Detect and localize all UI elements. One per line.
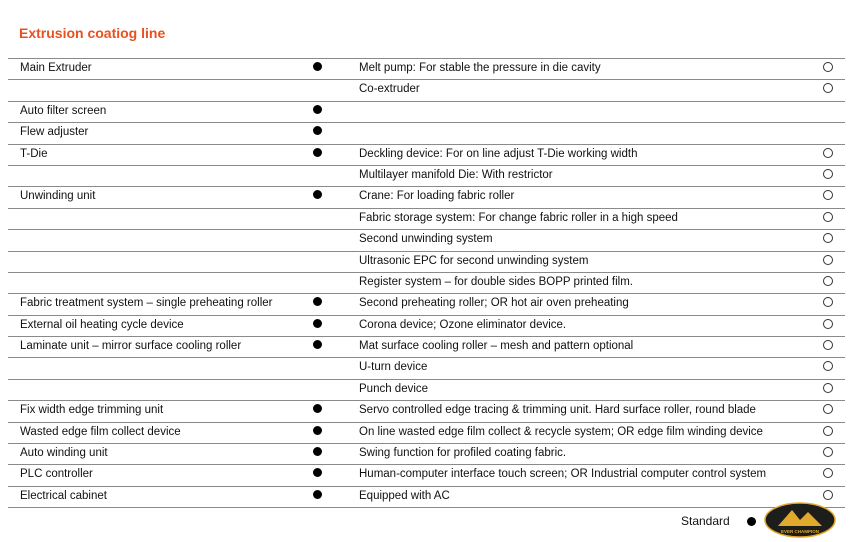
- table-row: [8, 423, 845, 444]
- table-row: [8, 337, 845, 358]
- option-circle-icon: [823, 490, 833, 500]
- standard-dot-icon: [313, 62, 322, 71]
- option-circle-icon: [823, 340, 833, 350]
- table-row: [8, 80, 845, 101]
- table-row: [8, 380, 845, 401]
- table-row: [8, 166, 845, 187]
- option-item-label: Equipped with AC: [359, 489, 450, 502]
- option-item-label: Mat surface cooling roller – mesh and pattern optional: [359, 340, 634, 353]
- option-item-label: Human-computer interface touch screen; OR Industrial computer control system: [359, 468, 767, 481]
- option-item-label: Co-extruder: [359, 83, 420, 96]
- standard-dot-icon: [313, 148, 322, 157]
- standard-item-label: Laminate unit – mirror surface cooling roller: [20, 340, 242, 353]
- option-circle-icon: [823, 319, 833, 329]
- table-row: [8, 401, 845, 422]
- standard-item-label: Fix width edge trimming unit: [20, 404, 164, 417]
- option-item-label: Swing function for profiled coating fabric.: [359, 447, 567, 460]
- table-row: [8, 187, 845, 208]
- option-item-label: Deckling device: For on line adjust T-Die working width: [359, 147, 638, 160]
- option-item-label: Register system – for double sides BOPP printed film.: [359, 275, 633, 288]
- option-circle-icon: [823, 426, 833, 436]
- standard-item-label: Unwinding unit: [20, 190, 96, 203]
- standard-item-label: Flew adjuster: [20, 126, 89, 139]
- option-circle-icon: [823, 233, 833, 243]
- option-circle-icon: [823, 361, 833, 371]
- option-item-label: On line wasted edge film collect & recycle system; OR edge film winding device: [359, 425, 763, 438]
- standard-dot-icon: [313, 105, 322, 114]
- standard-dot-icon: [747, 517, 756, 526]
- option-circle-icon: [823, 276, 833, 286]
- standard-item-label: Wasted edge film collect device: [20, 425, 181, 438]
- standard-item-label: Auto winding unit: [20, 447, 108, 460]
- standard-item-label: Electrical cabinet: [20, 489, 107, 502]
- standard-dot-icon: [313, 319, 322, 328]
- table-row: [8, 59, 845, 80]
- standard-dot-icon: [313, 468, 322, 477]
- table-row: [8, 465, 845, 486]
- standard-dot-icon: [313, 426, 322, 435]
- company-logo: [764, 502, 836, 538]
- table-row: [8, 209, 845, 230]
- option-circle-icon: [823, 297, 833, 307]
- option-circle-icon: [823, 404, 833, 414]
- table-row: [8, 123, 845, 144]
- table-row: [8, 273, 845, 294]
- option-circle-icon: [823, 62, 833, 72]
- option-circle-icon: [823, 212, 833, 222]
- option-item-label: Melt pump: For stable the pressure in die cavity: [359, 62, 601, 74]
- option-item-label: U-turn device: [359, 361, 428, 374]
- option-circle-icon: [823, 447, 833, 457]
- option-item-label: Ultrasonic EPC for second unwinding system: [359, 254, 589, 267]
- option-circle-icon: [823, 148, 833, 158]
- standard-dot-icon: [313, 490, 322, 499]
- standard-item-label: Main Extruder: [20, 62, 92, 74]
- option-circle-icon: [823, 468, 833, 478]
- spec-table: [8, 58, 845, 508]
- standard-dot-icon: [313, 447, 322, 456]
- option-item-label: Second unwinding system: [359, 233, 493, 246]
- standard-item-label: PLC controller: [20, 468, 93, 481]
- option-item-label: Fabric storage system: For change fabric roller in a high speed: [359, 211, 678, 224]
- legend-standard-label: Standard: [681, 514, 730, 528]
- standard-dot-icon: [313, 297, 322, 306]
- table-row: [8, 102, 845, 123]
- option-circle-icon: [823, 169, 833, 179]
- table-row: [8, 358, 845, 379]
- standard-dot-icon: [313, 340, 322, 349]
- table-row: [8, 145, 845, 166]
- standard-dot-icon: [313, 190, 322, 199]
- option-item-label: Servo controlled edge tracing & trimming unit. Hard surface roller, round blade: [359, 404, 756, 417]
- option-item-label: Crane: For loading fabric roller: [359, 190, 515, 203]
- option-circle-icon: [823, 190, 833, 200]
- standard-item-label: Fabric treatment system – single preheating roller: [20, 297, 273, 310]
- table-row: [8, 230, 845, 251]
- option-item-label: Punch device: [359, 382, 429, 395]
- page-title: Extrusion coatiog line: [19, 25, 166, 41]
- option-item-label: Multilayer manifold Die: With restrictor: [359, 168, 553, 181]
- table-row: [8, 444, 845, 465]
- option-circle-icon: [823, 383, 833, 393]
- table-row: [8, 316, 845, 337]
- standard-item-label: External oil heating cycle device: [20, 318, 184, 331]
- standard-item-label: T-Die: [20, 147, 48, 160]
- logo-text: EVER CHAMPION: [780, 529, 820, 534]
- standard-dot-icon: [313, 126, 322, 135]
- table-row: [8, 487, 845, 508]
- option-item-label: Corona device; Ozone eliminator device.: [359, 318, 567, 331]
- standard-item-label: Auto filter screen: [20, 104, 107, 117]
- option-item-label: Second preheating roller; OR hot air oven preheating: [359, 297, 629, 310]
- option-circle-icon: [823, 83, 833, 93]
- table-row: [8, 252, 845, 273]
- table-row: [8, 294, 845, 315]
- option-circle-icon: [823, 255, 833, 265]
- standard-dot-icon: [313, 404, 322, 413]
